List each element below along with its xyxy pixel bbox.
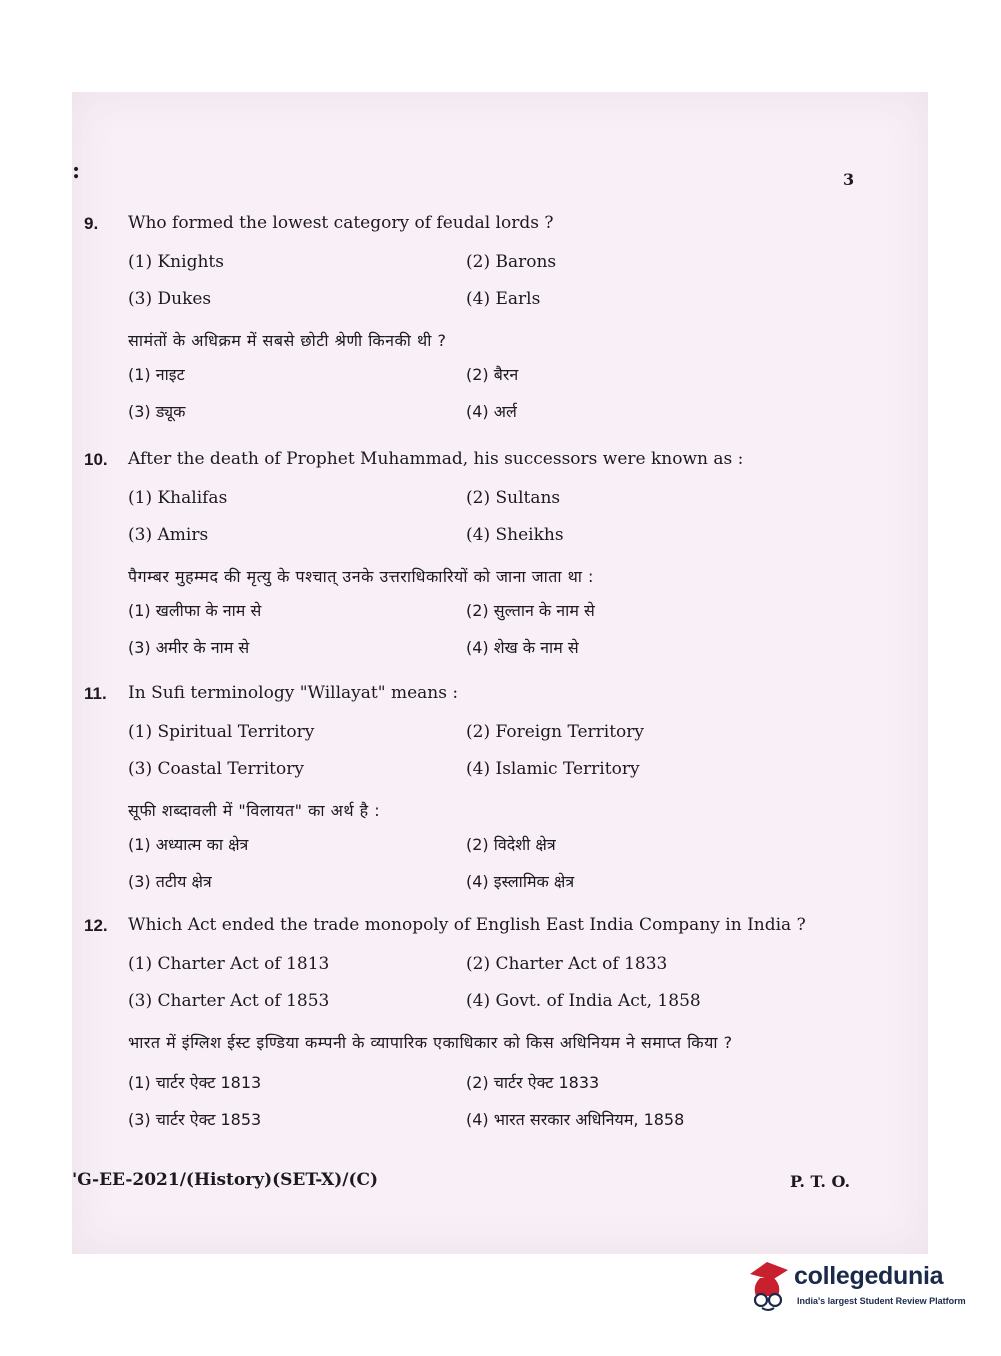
option-hi: (4) अर्ल <box>466 402 517 421</box>
option-hi: (1) चार्टर ऐक्ट 1813 <box>128 1073 262 1092</box>
option-en: (3) Dukes <box>128 289 212 309</box>
option-en: (3) Coastal Territory <box>128 759 304 779</box>
option-hi: (1) खलीफा के नाम से <box>128 601 262 620</box>
option-en: (4) Earls <box>466 289 541 309</box>
option-hi: (1) अध्यात्म का क्षेत्र <box>128 835 249 854</box>
logo-tagline: India's largest Student Review Platform <box>797 1296 966 1306</box>
question-9 <box>84 214 854 437</box>
question-text-en: After the death of Prophet Muhammad, his successors were known as : <box>128 449 744 469</box>
logo-name: collegedunia <box>794 1262 944 1290</box>
option-en: (1) Spiritual Territory <box>128 722 315 742</box>
question-text-hi: सूफी शब्दावली में "विलायत" का अर्थ है : <box>128 801 381 820</box>
exam-code: 'G-EE-2021/(History)(SET-X)/(C) <box>72 1170 379 1190</box>
question-text-en: Which Act ended the trade monopoly of English East India Company in India ? <box>128 915 806 935</box>
option-hi: (3) तटीय क्षेत्र <box>128 872 212 891</box>
option-en: (1) Khalifas <box>128 488 228 508</box>
pto-label: P. T. O. <box>790 1172 851 1191</box>
option-hi: (2) विदेशी क्षेत्र <box>466 835 556 854</box>
option-en: (2) Foreign Territory <box>466 722 645 742</box>
option-en: (2) Charter Act of 1833 <box>466 954 668 974</box>
option-hi: (3) चार्टर ऐक्ट 1853 <box>128 1110 262 1129</box>
option-en: (2) Sultans <box>466 488 561 508</box>
question-text-hi: सामंतों के अधिक्रम में सबसे छोटी श्रेणी किनकी थी ? <box>128 331 447 350</box>
option-en: (4) Islamic Territory <box>466 759 640 779</box>
option-en: (1) Knights <box>128 252 224 272</box>
page-number: 3 <box>843 170 855 189</box>
option-hi: (2) सुल्तान के नाम से <box>466 601 595 620</box>
option-en: (2) Barons <box>466 252 557 272</box>
option-hi: (3) ड्यूक <box>128 402 186 421</box>
option-en: (3) Charter Act of 1853 <box>128 991 330 1011</box>
question-number: 10. <box>84 450 108 469</box>
option-hi: (4) शेख के नाम से <box>466 638 579 657</box>
option-en: (1) Charter Act of 1813 <box>128 954 330 974</box>
question-number: 12. <box>84 916 108 935</box>
question-number: 9. <box>84 214 99 233</box>
option-en: (4) Sheikhs <box>466 525 564 545</box>
option-hi: (3) अमीर के नाम से <box>128 638 250 657</box>
collegedunia-logo <box>742 1250 972 1330</box>
question-text-en: Who formed the lowest category of feudal lords ? <box>128 213 554 233</box>
mascot-icon <box>742 1256 792 1316</box>
question-text-hi: पैगम्बर मुहम्मद की मृत्यु के पश्चात् उनके उत्तराधिकारियों को जाना जाता था : <box>128 567 594 586</box>
option-en: (3) Amirs <box>128 525 209 545</box>
question-12 <box>84 916 854 1145</box>
option-en: (4) Govt. of India Act, 1858 <box>466 991 701 1011</box>
edge-mark: : <box>72 158 81 184</box>
question-text-en: In Sufi terminology "Willayat" means : <box>128 683 459 703</box>
question-number: 11. <box>84 684 107 703</box>
option-hi: (2) चार्टर ऐक्ट 1833 <box>466 1073 600 1092</box>
option-hi: (4) भारत सरकार अधिनियम, 1858 <box>466 1110 685 1129</box>
option-hi: (4) इस्लामिक क्षेत्र <box>466 872 575 891</box>
question-10 <box>84 450 854 673</box>
option-hi: (1) नाइट <box>128 365 185 384</box>
option-hi: (2) बैरन <box>466 365 519 384</box>
question-text-hi: भारत में इंग्लिश ईस्ट इण्डिया कम्पनी के व्यापारिक एकाधिकार को किस अधिनियम ने समाप्त किया ? <box>128 1033 733 1052</box>
question-11 <box>84 684 854 907</box>
